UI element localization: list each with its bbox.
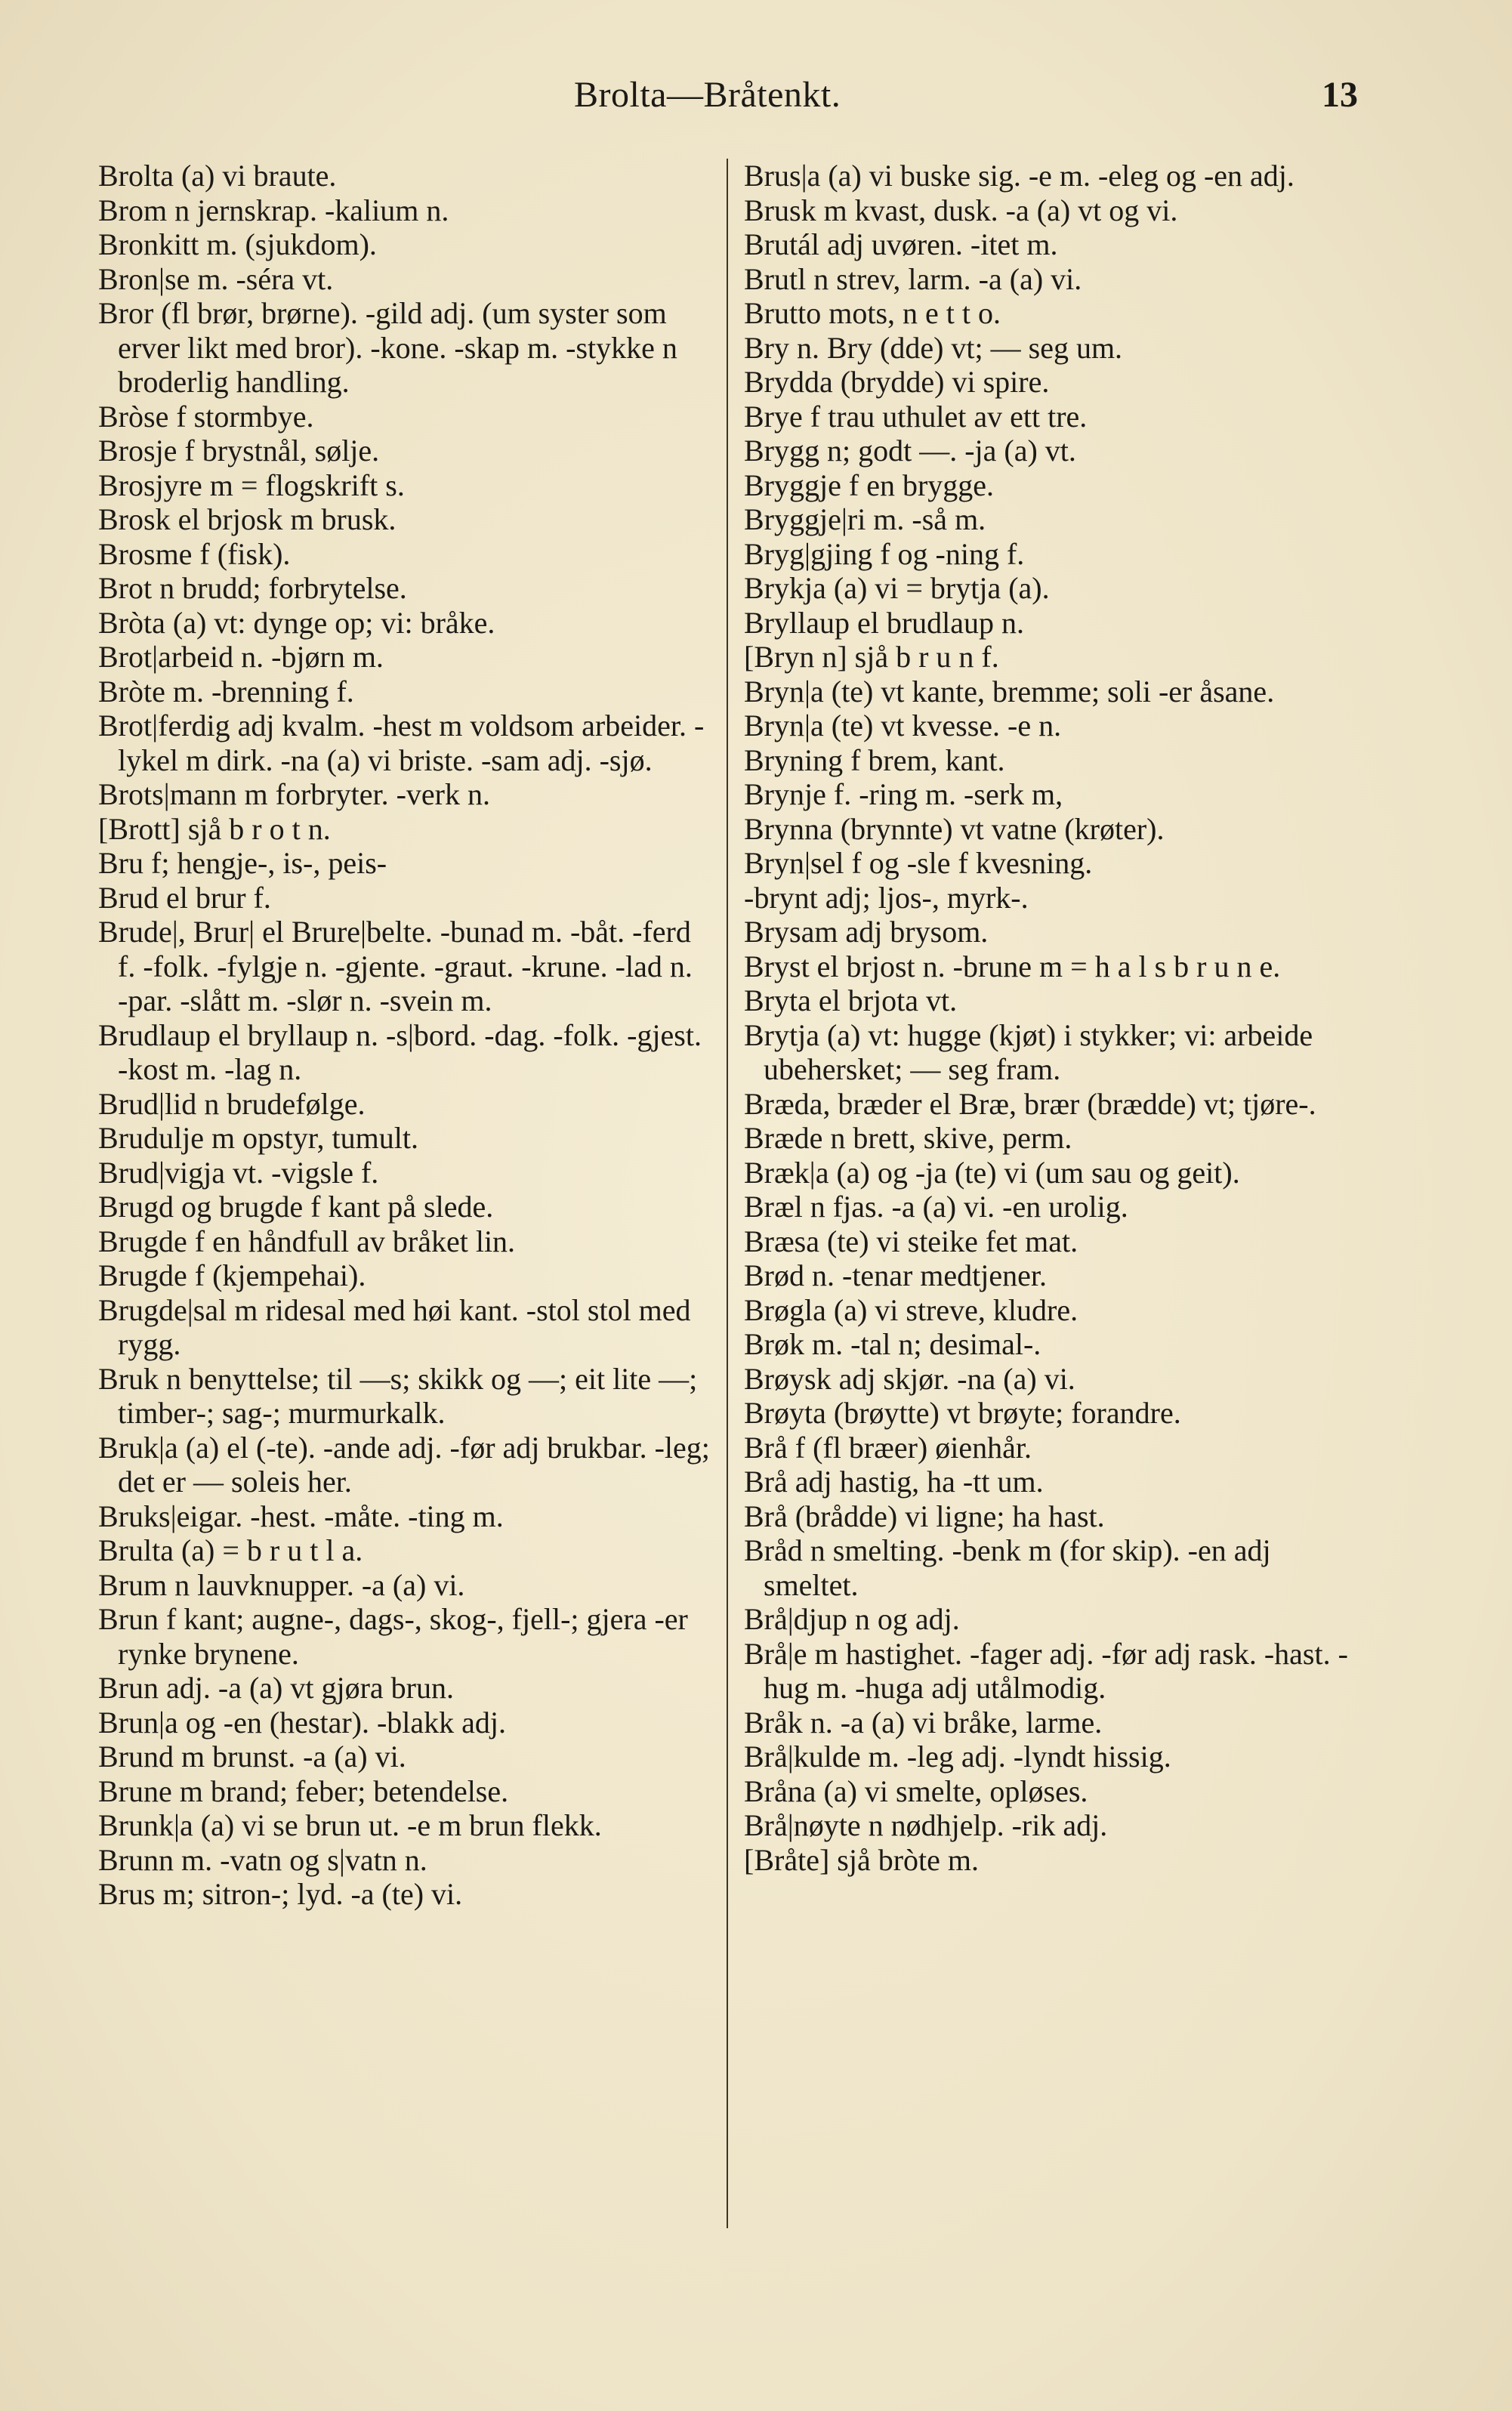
dictionary-entry: Bræl n fjas. -a (a) vi. -en urolig. <box>744 1190 1128 1224</box>
dictionary-entry: Brud|lid n brudefølge. <box>98 1086 366 1121</box>
dictionary-entry: Brydda (brydde) vi spire. <box>744 365 1050 399</box>
dictionary-entry: Bryn|a (te) vt kvesse. -e n. <box>744 708 1062 742</box>
dictionary-entry: Bræde n brett, skive, perm. <box>744 1121 1072 1155</box>
dictionary-entry: Brutto mots, n e t t o. <box>744 296 1001 330</box>
dictionary-entry: Brugde|sal m ridesal med høi kant. -stol stol med rygg. <box>98 1292 691 1361</box>
dictionary-entry: Brun adj. -a (a) vt gjøra brun. <box>98 1671 454 1705</box>
dictionary-entry: Bryn|a (te) vt kante, bremme; soli -er åsane. <box>744 674 1275 708</box>
dictionary-entry: Brugde f (kjempehai). <box>98 1258 366 1292</box>
dictionary-entry: Bròte m. -brenning f. <box>98 674 354 708</box>
dictionary-entry: Brunk|a (a) vi se brun ut. -e m brun flekk. <box>98 1808 602 1842</box>
dictionary-entry: Brude|, Brur| el Brure|belte. -bunad m. -båt. -ferd f. -folk. -fylgje n. -gjente. -graut. -krune. -lad n. -par. -slått m. -slør n. -svein m. <box>98 915 693 1017</box>
dictionary-entry: Bryggje|ri m. -så m. <box>744 502 986 536</box>
dictionary-entry: Brå f (fl bræer) øienhår. <box>744 1430 1032 1465</box>
dictionary-entry: Brosme f (fisk). <box>98 536 291 571</box>
dictionary-entry: Brots|mann m forbryter. -verk n. <box>98 777 491 811</box>
dictionary-entry: Brudlaup el bryllaup n. -s|bord. -dag. -folk. -gjest. -kost m. -lag n. <box>98 1017 702 1086</box>
running-head: Brolta—Bråtenkt. <box>574 75 841 115</box>
dictionary-entry: Bròta (a) vt: dynge op; vi: bråke. <box>98 605 495 640</box>
dictionary-entry: Brosje f brystnål, sølje. <box>98 434 380 468</box>
dictionary-entry: Brulta (a) = b r u t l a. <box>98 1533 363 1567</box>
dictionary-entry: Bryta el brjota vt. <box>744 983 958 1017</box>
dictionary-entry: Bruk|a (a) el (-te). -ande adj. -før adj brukbar. -leg; det er — soleis her. <box>98 1430 710 1499</box>
dictionary-entry: Brykja (a) vi = brytja (a). <box>744 571 1050 605</box>
dictionary-entry: Brot|arbeid n. -bjørn m. <box>98 640 384 674</box>
dictionary-entry: Brynje f. -ring m. -serk m, <box>744 777 1063 811</box>
dictionary-entry: Brum n lauvknupper. -a (a) vi. <box>98 1567 465 1602</box>
dictionary-entry: Brye f trau uthulet av ett tre. <box>744 399 1088 434</box>
dictionary-entry: Brom n jernskrap. -kalium n. <box>98 193 449 227</box>
dictionary-entry: Brytja (a) vt: hugge (kjøt) i stykker; vi: arbeide ubehersket; — seg fram. <box>744 1017 1313 1086</box>
dictionary-entry: Brus m; sitron-; lyd. -a (te) vi. <box>98 1877 463 1911</box>
dictionary-entry: Bryggje f en brygge. <box>744 468 995 502</box>
dictionary-entry: Brolta (a) vi braute. <box>98 159 337 193</box>
dictionary-entry: Brå|djup n og adj. <box>744 1602 960 1636</box>
dictionary-entry: Bryg|gjing f og -ning f. <box>744 536 1025 571</box>
dictionary-entry: Brå adj hastig, ha -tt um. <box>744 1465 1044 1499</box>
dictionary-entry: Bryllaup el brudlaup n. <box>744 605 1025 640</box>
dictionary-entry: Bronkitt m. (sjukdom). <box>98 227 377 261</box>
dictionary-entry: Brøk m. -tal n; desimal-. <box>744 1327 1041 1361</box>
dictionary-entry: Brosjyre m = flogskrift s. <box>98 468 405 502</box>
dictionary-entry: Bråd n smelting. -benk m (for skip). -en adj smeltet. <box>744 1533 1271 1602</box>
dictionary-entry: Bråk n. -a (a) vi bråke, larme. <box>744 1705 1103 1740</box>
dictionary-entry: Bryst el brjost n. -brune m = h a l s b r u n e. <box>744 949 1281 983</box>
dictionary-entry: Brugde f en håndfull av bråket lin. <box>98 1224 516 1258</box>
dictionary-entry: Brød n. -tenar medtjener. <box>744 1258 1047 1292</box>
right-column <box>744 159 1371 1877</box>
dictionary-entry: Bryn|sel f og -sle f kvesning. <box>744 846 1093 880</box>
dictionary-entry: Bròse f stormbye. <box>98 399 314 434</box>
dictionary-entry: Brud|vigja vt. -vigsle f. <box>98 1155 379 1190</box>
dictionary-entry: Brutál adj uvøren. -itet m. <box>744 227 1058 261</box>
dictionary-entry: Bræsa (te) vi steike fet mat. <box>744 1224 1078 1258</box>
dictionary-entry: Brot n brudd; forbrytelse. <box>98 571 407 605</box>
dictionary-entry: Brutl n strev, larm. -a (a) vi. <box>744 261 1082 296</box>
dictionary-entry: Brå|nøyte n nødhjelp. -rik adj. <box>744 1808 1108 1842</box>
dictionary-entry: Brusk m kvast, dusk. -a (a) vt og vi. <box>744 193 1178 227</box>
dictionary-entry: [Bråte] sjå bròte m. <box>744 1842 979 1877</box>
dictionary-entry: [Brott] sjå b r o t n. <box>98 811 331 846</box>
dictionary-entry: -brynt adj; ljos-, myrk-. <box>744 880 1029 915</box>
dictionary-entry: Bræk|a (a) og -ja (te) vi (um sau og geit). <box>744 1155 1240 1190</box>
column-divider <box>727 159 728 2228</box>
dictionary-entry: Bryning f brem, kant. <box>744 742 1005 777</box>
dictionary-entry: Brugd og brugde f kant på slede. <box>98 1190 494 1224</box>
left-column <box>98 159 710 1912</box>
dictionary-entry: Brøysk adj skjør. -na (a) vi. <box>744 1361 1075 1396</box>
dictionary-entry: Brå|e m hastighet. -fager adj. -før adj rask. -hast. -hug m. -huga adj utålmodig. <box>744 1636 1348 1705</box>
page-number: 13 <box>1322 75 1358 115</box>
dictionary-entry: Brunn m. -vatn og s|vatn n. <box>98 1842 427 1877</box>
dictionary-entry: Bruk n benyttelse; til —s; skikk og —; eit lite —; timber-; sag-; murmurkalk. <box>98 1361 698 1430</box>
dictionary-entry: Brøgla (a) vi streve, kludre. <box>744 1292 1078 1327</box>
dictionary-entry: Brynna (brynnte) vt vatne (krøter). <box>744 811 1165 846</box>
dictionary-entry: Bråna (a) vi smelte, opløses. <box>744 1774 1088 1808</box>
dictionary-entry: [Bryn n] sjå b r u n f. <box>744 640 999 674</box>
dictionary-entry: Brun|a og -en (hestar). -blakk adj. <box>98 1705 507 1740</box>
dictionary-entry: Bry n. Bry (dde) vt; — seg um. <box>744 330 1123 365</box>
dictionary-entry: Brot|ferdig adj kvalm. -hest m voldsom arbeider. -lykel m dirk. -na (a) vi briste. -sam adj. -sjø. <box>98 708 705 777</box>
dictionary-entry: Brå (brådde) vi ligne; ha hast. <box>744 1499 1105 1533</box>
page-header <box>0 74 1512 134</box>
dictionary-entry: Bron|se m. -séra vt. <box>98 261 334 296</box>
dictionary-entry: Bru f; hengje-, is-, peis- <box>98 846 387 880</box>
dictionary-entry: Brygg n; godt —. -ja (a) vt. <box>744 434 1076 468</box>
dictionary-entry: Bror (fl brør, brørne). -gild adj. (um syster som erver likt med bror). -kone. -skap m. -stykke n broderlig handling. <box>98 296 677 399</box>
dictionary-entry: Brøyta (brøytte) vt brøyte; forandre. <box>744 1396 1181 1430</box>
dictionary-entry: Brune m brand; feber; betendelse. <box>98 1774 509 1808</box>
dictionary-entry: Brus|a (a) vi buske sig. -e m. -eleg og -en adj. <box>744 159 1294 193</box>
dictionary-entry: Brudulje m opstyr, tumult. <box>98 1121 418 1155</box>
dictionary-entry: Brå|kulde m. -leg adj. -lyndt hissig. <box>744 1740 1171 1774</box>
dictionary-entry: Bræda, bræder el Bræ, brær (brædde) vt; tjøre-. <box>744 1086 1316 1121</box>
dictionary-entry: Brosk el brjosk m brusk. <box>98 502 397 536</box>
dictionary-entry: Brun f kant; augne-, dags-, skog-, fjell-; gjera -er rynke brynene. <box>98 1602 688 1671</box>
dictionary-entry: Bruks|eigar. -hest. -måte. -ting m. <box>98 1499 504 1533</box>
dictionary-entry: Brysam adj brysom. <box>744 915 989 949</box>
dictionary-entry: Brund m brunst. -a (a) vi. <box>98 1740 406 1774</box>
dictionary-entry: Brud el brur f. <box>98 880 271 915</box>
